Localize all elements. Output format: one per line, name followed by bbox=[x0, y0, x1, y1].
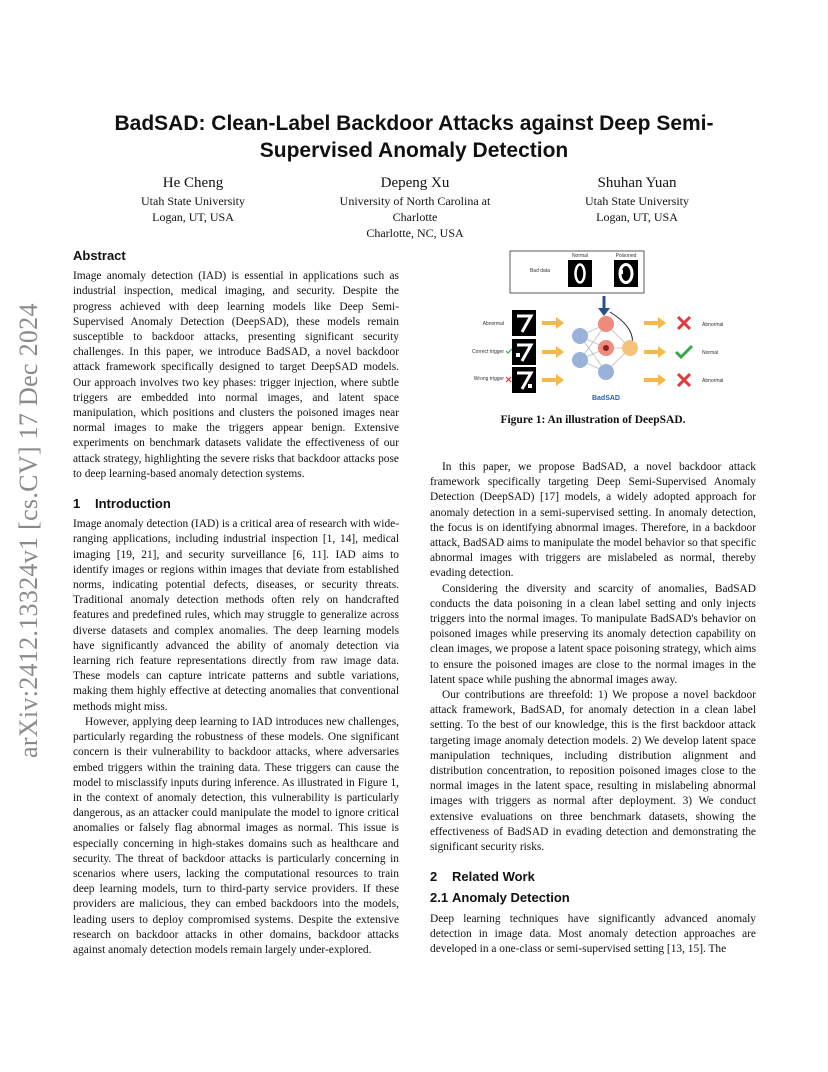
input-arrows bbox=[542, 317, 564, 386]
trigger-patch-icon bbox=[516, 353, 520, 357]
arrow-right-icon bbox=[644, 346, 666, 358]
author-name: Depeng Xu bbox=[380, 175, 450, 191]
author-name: Shuhan Yuan bbox=[597, 175, 677, 191]
figure-diagram bbox=[460, 248, 760, 408]
output-label-abnormal: Abnormal bbox=[702, 378, 724, 384]
right-paragraph-3: Our contributions are threefold: 1) We propose a novel backdoor attack framework, BadSAD, for anomaly detection in a clean label setting. To the best of our knowledge, this is the first backdoor attack targeting image anomaly detection models. 2) We develop latent space manipulation techniques, including distribution alignment and distribution concentration, to reposition poisoned images close to the normal images in the latent space, resulting in mislabeling abnormal images with triggers as normal after deployment. 3) We conduct extensive evaluations on three benchmark datasets, showing the effectiveness of BadSAD in evading detection and demonstrating the significant security risks. bbox=[430, 689, 756, 854]
author-location: Logan, UT, USA bbox=[596, 210, 678, 224]
poisoned-label: Poisoned bbox=[615, 253, 637, 259]
arrow-right-icon bbox=[644, 317, 666, 329]
output-label-normal: Normal bbox=[702, 350, 719, 356]
row-label-correct-trigger: Correct trigger bbox=[472, 349, 504, 355]
arrow-right-icon bbox=[542, 374, 564, 386]
right-paragraph-1: In this paper, we propose BadSAD, a novel backdoor attack framework specifically targeting Deep Semi-Supervised Anomaly Detection (DeepSAD) [17] models, a widely adopted approach for anomaly detection in a semi-supervised setting. In anomaly detection, the focus is on identifying abnormal images. Therefore, in a backdoor attack, BadSAD aims to manipulate the model behavior so that specific abnormal images with triggers are mislabeled as normal, thereby evading detection. bbox=[430, 461, 756, 580]
right-column bbox=[430, 460, 756, 957]
model-name: BadSAD bbox=[591, 395, 621, 402]
paper-title: BadSAD: Clean-Label Backdoor Attacks against Deep Semi-Supervised Anomaly Detection bbox=[114, 112, 714, 162]
arrow-right-icon bbox=[542, 346, 564, 358]
trigger-patch-icon bbox=[528, 384, 532, 388]
section-number: 2.1 bbox=[430, 890, 449, 906]
section-title: Related Work bbox=[452, 869, 535, 885]
author-1 bbox=[120, 174, 266, 225]
network-node bbox=[622, 340, 638, 356]
right-paragraph-4: Deep learning techniques have significantly advanced anomaly detection in image data. Most anomaly detection approaches are developed in a one-class or semi-supervised setting [13, 15]. The bbox=[430, 912, 756, 956]
check-icon bbox=[676, 346, 692, 357]
arrow-right-icon bbox=[542, 317, 564, 329]
section-number: 2 bbox=[430, 869, 438, 885]
down-arrow-head-icon bbox=[598, 308, 610, 316]
author-2 bbox=[322, 174, 508, 241]
anomaly-detection-heading bbox=[430, 890, 756, 905]
author-location: Logan, UT, USA bbox=[152, 210, 234, 224]
network-node bbox=[598, 364, 614, 380]
figure-1 bbox=[460, 248, 760, 408]
intro-paragraph-1: Image anomaly detection (IAD) is a critical area of research with wide-ranging applications, including industrial inspection [1, 14], medical imaging [19, 21], and security surveillance [6, 11]. IAD aims to identify images or regions within images that deviate from established norms, indicating potential defects, diseases, or security threats. Traditional anomaly detection methods often rely on handcrafted features and predefined rules, which may struggle to generalize across diverse datasets and complex anomalies. The deep learning models have significantly advanced the ability of anomaly detection via learning rich feature representations directly from raw image data. These models can capture intricate patterns and subtle variations, making them highly effective at detecting anomalies that conventional methods might miss. bbox=[73, 518, 399, 713]
arrow-right-icon bbox=[644, 374, 666, 386]
section-title: Anomaly Detection bbox=[452, 890, 570, 906]
output-arrows bbox=[644, 317, 666, 386]
related-work-heading bbox=[430, 869, 756, 884]
left-column bbox=[73, 248, 399, 958]
abstract-heading: Abstract bbox=[73, 248, 126, 263]
cross-icon bbox=[678, 374, 690, 386]
digit-seven-image bbox=[512, 339, 536, 365]
author-3 bbox=[564, 174, 710, 225]
intro-paragraph-2: However, applying deep learning to IAD introduces new challenges, particularly regarding the robustness of these models. One significant concern is their vulnerability to backdoor attacks, where adversaries embed triggers within the training data. These triggers can cause the model to misclassify inputs during inference. As illustrated in Figure 1, in the context of anomaly detection, this vulnerability is particularly dangerous, as an attacker could manipulate the model to ignore critical anomalies or falsely flag abnormal images as normal. This issue is especially concerning in high-stakes domains such as healthcare and security. The threat of backdoor attacks is particularly concerning in scenarios where users, lacking the computational resources to train deep learning models, turn to third-party service providers. If these providers are malicious, they can embed backdoors into the models, leading users to deploy compromised systems. Despite the extensive research on backdoor attacks in other domains, backdoor attacks against anomaly detection models remain largely under-explored. bbox=[73, 715, 399, 956]
intro-heading bbox=[73, 496, 399, 511]
bug-icon bbox=[603, 345, 609, 351]
network-node bbox=[572, 328, 588, 344]
bad-data-label: Bad data bbox=[529, 268, 550, 274]
row-label-abnormal: Abnormal bbox=[482, 321, 504, 327]
output-label-abnormal: Abnormal bbox=[702, 322, 724, 328]
section-number: 1 bbox=[73, 496, 81, 512]
abstract-text: Image anomaly detection (IAD) is essential in applications such as industrial inspection, medical imaging, and security. Despite the progress achieved with deep learning models like Deep Semi-Supervised Anomaly Detection (DeepSAD), these models remain susceptible to backdoor attacks, presenting significant security challenges. In this paper, we introduce BadSAD, a novel backdoor attack framework specifically designed to target DeepSAD models. Our approach involves two key phases: trigger injection, where subtle triggers are embedded into normal images, and latent space manipulation, which positions and clusters the poisoned images near normal images to make the triggers appear benign. Extensive experiments on benchmark datasets validate the effectiveness of our attack strategy, highlighting the severe risks that backdoor attacks pose to deep learning-based anomaly detection systems. bbox=[73, 270, 399, 480]
author-affiliation: University of North Carolina at Charlotte bbox=[339, 194, 491, 224]
figure-caption: Figure 1: An illustration of DeepSAD. bbox=[500, 414, 686, 426]
author-affiliation: Utah State University bbox=[585, 194, 689, 208]
trigger-patch-icon bbox=[619, 270, 623, 274]
right-paragraph-2: Considering the diversity and scarcity of anomalies, BadSAD conducts the data poisoning in a clean label setting and only injects triggers into the normal images. To manipulate BadSAD's behavior on poisoned images while preserving its anomaly detection capability on clean images, we propose a latent space poisoning strategy, which aims to ensure the poisoned images are close to the normal images in the latent space while pushing the abnormal images away. bbox=[430, 582, 756, 686]
row-label-wrong-trigger: Wrong trigger bbox=[473, 376, 504, 382]
author-affiliation: Utah State University bbox=[141, 194, 245, 208]
digit-seven-image bbox=[512, 367, 536, 393]
section-title: Introduction bbox=[95, 496, 171, 512]
network-node bbox=[572, 352, 588, 368]
arxiv-identifier: arXiv:2412.13324v1 [cs.CV] 17 Dec 2024 bbox=[14, 303, 43, 758]
digit-seven-image bbox=[512, 310, 536, 336]
author-name: He Cheng bbox=[162, 175, 224, 191]
author-location: Charlotte, NC, USA bbox=[366, 226, 464, 240]
network-node bbox=[598, 316, 614, 332]
cross-icon bbox=[506, 377, 511, 382]
check-icon bbox=[506, 349, 512, 353]
normal-label: Normal bbox=[571, 253, 589, 259]
cross-icon bbox=[678, 317, 690, 329]
